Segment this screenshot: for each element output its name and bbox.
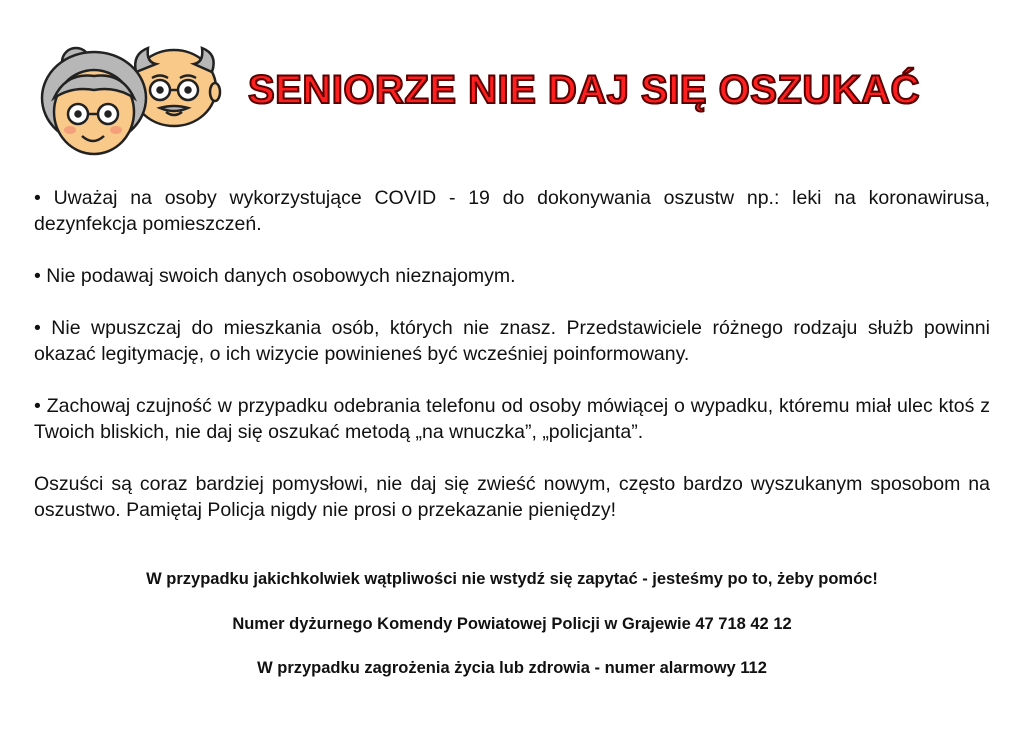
footer-police-number: Numer dyżurnego Komendy Powiatowej Policji w Grajewie 47 718 42 12 (232, 615, 792, 633)
warning-covid: • Uważaj na osoby wykorzystujące COVID - 19 do dokonywania oszustw np.: leki na koronawirusa, dezynfekcja pomieszczeń. (34, 187, 990, 235)
warning-personal-data: • Nie podawaj swoich danych osobowych nieznajomym. (34, 265, 516, 287)
warning-list (34, 185, 990, 549)
warning-phone-scam: • Zachowaj czujność w przypadku odebrania telefonu od osoby mówiącej o wypadku, któremu miał ulec ktoś z Twoich bliskich, nie daj się oszukać metodą „na wnuczka”, „policjanta”. (34, 395, 990, 443)
page-title: SENIORZE NIE DAJ SIĘ OSZUKAĆ (248, 68, 920, 112)
footer-emergency-number: W przypadku zagrożenia życia lub zdrowia - numer alarmowy 112 (257, 659, 767, 677)
footer-ask-help: W przypadku jakichkolwiek wątpliwości nie wstydź się zapytać - jesteśmy po to, żeby pomóc! (146, 570, 878, 588)
warning-strangers: • Nie wpuszczaj do mieszkania osób, których nie znasz. Przedstawiciele różnego rodzaju służb powinni okazać legitymację, o ich wizycie powinieneś być wcześniej poinformowany. (34, 317, 990, 365)
senior-couple-icon (36, 42, 222, 160)
grandma-icon (42, 48, 146, 154)
warning-summary: Oszuści są coraz bardziej pomysłowi, nie daj się zwieść nowym, często bardzo wyszukanym sposobom na oszustwo. Pamiętaj Policja nigdy nie prosi o przekazanie pieniędzy! (34, 473, 990, 521)
